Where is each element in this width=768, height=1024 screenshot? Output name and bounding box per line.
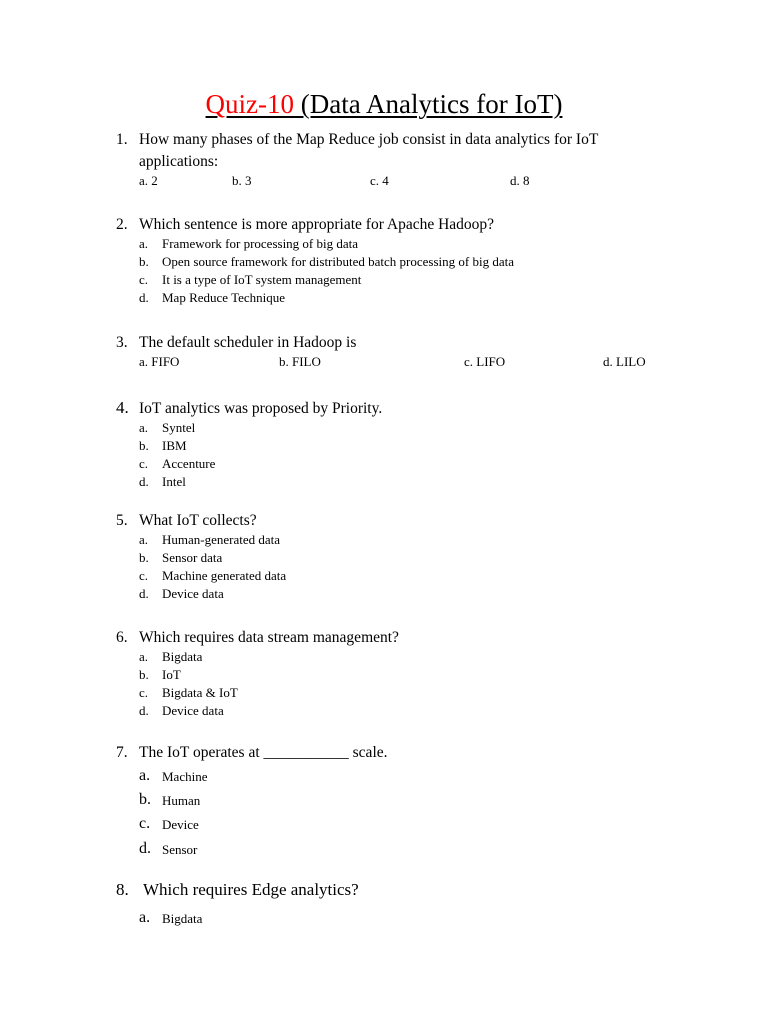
- option-text: Bigdata: [162, 911, 203, 926]
- question-text: How many phases of the Map Reduce job consist in data analytics for IoT: [139, 131, 599, 148]
- option-letter: a.: [139, 909, 151, 926]
- question-text: Which requires Edge analytics?: [143, 880, 359, 899]
- option-letter: b.: [139, 791, 151, 808]
- option-text: Device: [162, 817, 199, 832]
- option-letter: c.: [139, 272, 149, 287]
- option-a: a. FIFO: [139, 354, 180, 369]
- question-number: 1.: [116, 131, 128, 148]
- page-title: [0, 86, 768, 122]
- option-text: Sensor: [162, 842, 198, 857]
- option-letter: d.: [139, 703, 149, 718]
- option-d: d. LILO: [603, 354, 646, 369]
- option-letter: d.: [139, 474, 149, 489]
- option-text: Sensor data: [162, 550, 223, 565]
- option-c: c. LIFO: [464, 354, 506, 369]
- option-letter: c.: [139, 685, 149, 700]
- question-text: IoT analytics was proposed by Priority.: [139, 400, 383, 417]
- option-a: a. 2: [139, 173, 158, 188]
- option-letter: a.: [139, 420, 149, 435]
- option-c: c. 4: [370, 173, 389, 188]
- option-letter: c.: [139, 456, 149, 471]
- option-letter: b.: [139, 667, 149, 682]
- question-number: 6.: [116, 629, 128, 646]
- option-text: Bigdata & IoT: [162, 685, 238, 700]
- question-number: 5.: [116, 512, 128, 529]
- option-letter: a.: [139, 767, 151, 784]
- option-b: b. FILO: [279, 354, 321, 369]
- option-text: Accenture: [162, 456, 216, 471]
- option-text: Syntel: [162, 420, 196, 435]
- quiz-label: Quiz-10: [205, 89, 295, 119]
- option-letter: a.: [139, 236, 149, 251]
- option-letter: d.: [139, 586, 149, 601]
- option-text: Intel: [162, 474, 186, 489]
- option-letter: b.: [139, 438, 149, 453]
- option-text: IoT: [162, 667, 181, 682]
- option-b: b. 3: [232, 173, 252, 188]
- option-text: Open source framework for distributed batch processing of big data: [162, 254, 514, 269]
- option-letter: b.: [139, 254, 149, 269]
- option-text: IBM: [162, 438, 187, 453]
- option-text: Framework for processing of big data: [162, 236, 359, 251]
- option-letter: a.: [139, 532, 149, 547]
- question-text-continued: applications:: [139, 153, 219, 170]
- option-letter: c.: [139, 815, 151, 832]
- option-text: Machine: [162, 769, 208, 784]
- question-text: Which sentence is more appropriate for Apache Hadoop?: [139, 216, 495, 233]
- question-number: 7.: [116, 744, 128, 761]
- option-text: Machine generated data: [162, 568, 287, 583]
- option-text: Human: [162, 793, 201, 808]
- option-letter: d.: [139, 840, 151, 857]
- option-d: d. 8: [510, 173, 530, 188]
- option-text: It is a type of IoT system management: [162, 272, 362, 287]
- option-letter: c.: [139, 568, 149, 583]
- option-text: Map Reduce Technique: [162, 290, 286, 305]
- option-letter: d.: [139, 290, 149, 305]
- question-text: What IoT collects?: [139, 512, 257, 529]
- question-number: 2.: [116, 216, 128, 233]
- question-text: Which requires data stream management?: [139, 629, 399, 646]
- option-text: Device data: [162, 703, 224, 718]
- question-text: The default scheduler in Hadoop is: [139, 334, 357, 351]
- option-letter: b.: [139, 550, 149, 565]
- option-text: Device data: [162, 586, 224, 601]
- quiz-subject: (Data Analytics for IoT): [294, 89, 563, 119]
- question-number: 8.: [116, 880, 129, 899]
- question-number: 3.: [116, 334, 128, 351]
- question-number: 4.: [116, 398, 129, 417]
- question-text: The IoT operates at ___________ scale.: [139, 744, 388, 761]
- option-letter: a.: [139, 649, 149, 664]
- option-text: Bigdata: [162, 649, 203, 664]
- option-text: Human-generated data: [162, 532, 281, 547]
